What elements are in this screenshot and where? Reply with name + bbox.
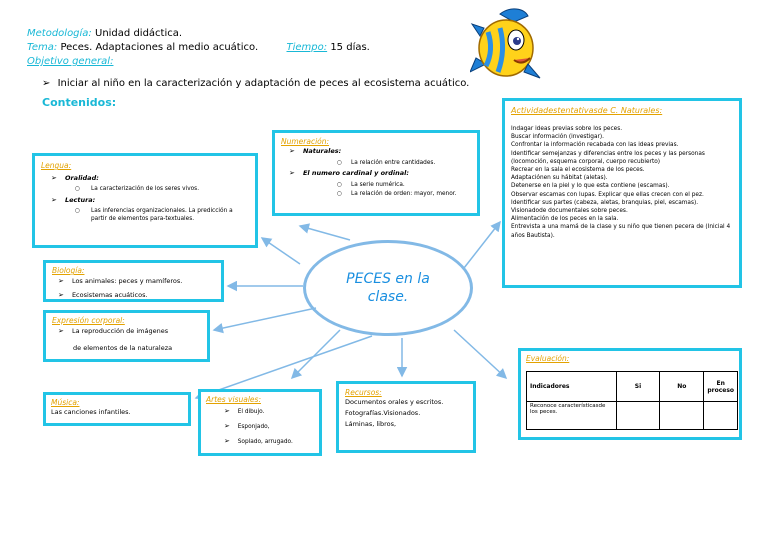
actividad-item: Identificar semejanzas y diferencias entre los peces y las personas (locomoción, esquema corporal, cuerpo recubierto): [511, 150, 705, 165]
objetivo-label: Objetivo general:: [27, 56, 114, 67]
lengua-oralidad-item: La caracterización de los seres vivos.: [91, 186, 200, 192]
arrow-bullet-icon: ➢: [224, 407, 230, 415]
actividad-item: Identificar sus partes (cabeza, aletas, branquias, piel, escamas).: [511, 199, 699, 206]
center-topic-line2: clase.: [367, 289, 409, 305]
lengua-box: [32, 153, 258, 248]
arrow-bullet-icon: ➢: [58, 277, 64, 285]
biologia-item1: Los animales: peces y mamíferos.: [71, 277, 183, 285]
musica-title: Música:: [51, 398, 80, 407]
arrow-bullet-icon: ➢: [51, 174, 57, 182]
artes-title: Artes visuales:: [206, 395, 261, 404]
center-topic-line1: PECES en la: [346, 271, 430, 287]
tiempo-label: Tiempo:: [286, 42, 328, 53]
actividad-item: Adaptaciónen su hábitat (aletas).: [511, 175, 608, 182]
artes-item: El dibujo.: [237, 409, 265, 415]
circle-bullet-icon: ○: [75, 208, 81, 215]
recursos-item: Fotografías.Visionados.: [345, 409, 421, 417]
indicador-cell: Reconoce característicasde los peces.: [527, 402, 617, 430]
en-proceso-cell: [704, 402, 738, 430]
expresion-item-line2: de elementos de la naturaleza: [73, 344, 173, 352]
header-indicadores: Indicadores: [527, 372, 617, 402]
no-cell: [660, 402, 704, 430]
arrow-bullet-icon: ➢: [289, 169, 295, 178]
header-no: No: [660, 372, 704, 402]
musica-item: Las canciones infantiles.: [51, 408, 131, 416]
biologia-title: Biología:: [52, 266, 85, 275]
artes-item: Soplado, arrugado.: [237, 439, 293, 446]
numeracion-cardinal: El numero cardinal y ordinal:: [302, 169, 409, 178]
lengua-title: Lengua:: [41, 161, 72, 170]
recursos-item: Documentos orales y escritos.: [345, 398, 444, 406]
arrow-bullet-icon: ➢: [289, 147, 295, 155]
biologia-box: [43, 260, 224, 302]
lengua-oralidad: Oralidad:: [64, 174, 99, 182]
center-topic-ellipse: [303, 240, 473, 336]
actividad-item: Detenerse en la piel y lo que esta contiene (escamas).: [511, 183, 670, 190]
actividad-item: Visionadode documentales sobre peces.: [511, 208, 628, 215]
tema-label: Tema:: [27, 42, 58, 53]
circle-bullet-icon: ○: [337, 182, 343, 189]
arrow-bullet-icon: ➢: [58, 291, 64, 299]
arrow-bullet-icon: ➢: [224, 437, 230, 446]
numeracion-naturales-item: La relación entre cantidades.: [351, 160, 436, 166]
expresion-item-line1: La reproducción de imágenes: [71, 327, 169, 335]
tiempo-value: 15 días.: [330, 42, 370, 53]
recursos-title: Recursos:: [345, 388, 382, 397]
table-row: [527, 402, 738, 430]
biologia-item2: Ecosistemas acuáticos.: [71, 291, 148, 299]
circle-bullet-icon: ○: [337, 191, 343, 198]
actividad-item: Recrear en la sala el ecosistema de los peces.: [511, 167, 645, 174]
circle-bullet-icon: ○: [337, 160, 343, 166]
evaluacion-title: Evaluación:: [526, 354, 570, 363]
actividades-title: Actividadestentativasde C. Naturales:: [511, 106, 663, 115]
recursos-box: [336, 381, 476, 453]
arrow-bullet-icon: ➢: [42, 78, 51, 89]
circle-bullet-icon: ○: [75, 186, 81, 192]
artes-item: Esponjado,: [237, 424, 270, 431]
numeracion-title: Numeración:: [281, 137, 330, 146]
actividad-item: Indagar ideas previas sobre los peces.: [511, 126, 623, 132]
arrow-bullet-icon: ➢: [51, 196, 57, 205]
evaluacion-table: [526, 371, 738, 430]
objetivo-text: Iniciar al niño en la caracterización y adaptación de peces al ecosistema acuático.: [57, 78, 470, 89]
lengua-lectura: Lectura:: [64, 196, 96, 205]
arrow-bullet-icon: ➢: [224, 422, 230, 431]
numeracion-cardinal-item1: La serie numérica.: [351, 182, 405, 189]
musica-box: [43, 392, 191, 426]
actividades-list: [511, 125, 733, 240]
numeracion-naturales: Naturales:: [302, 147, 342, 155]
actividad-item: Observar escamas con lupas. Explicar que ellas crecen con el pez.: [511, 191, 704, 198]
expresion-box: [43, 310, 210, 362]
metodologia-label: Metodología:: [27, 28, 92, 39]
lengua-lectura-item: Las inferencias organizacionales. La predicción a partir de elementos para-textuales.: [91, 208, 233, 223]
header-en-proceso: En proceso: [704, 372, 738, 402]
header-si: Si: [616, 372, 660, 402]
numeracion-box: [272, 130, 480, 216]
evaluacion-box: [518, 348, 742, 440]
evaluacion-header-row: [527, 372, 738, 402]
actividad-item: Confrontar la información recabada con las ideas previas.: [511, 142, 679, 149]
numeracion-cardinal-item2: La relación de orden: mayor, menor.: [351, 191, 457, 198]
actividad-item: Alimentación de los peces en la sala.: [511, 216, 619, 223]
expresion-title: Expresión corporal:: [52, 316, 125, 325]
recursos-item: Láminas, libros,: [345, 420, 397, 428]
metodologia-value: Unidad didáctica.: [95, 28, 183, 39]
si-cell: [616, 402, 660, 430]
actividad-item: Buscar información (investigar).: [511, 134, 605, 141]
arrow-bullet-icon: ➢: [58, 327, 64, 335]
actividades-box: [502, 98, 742, 288]
tema-value: Peces. Adaptaciones al medio acuático.: [60, 42, 259, 53]
contenidos-label: Contenidos:: [42, 96, 117, 109]
actividad-item: Entrevista a una mamá de la clase y su niño que tienen pecera de (Inicial 4 años Bautista).: [511, 224, 731, 239]
artes-box: [198, 389, 322, 456]
